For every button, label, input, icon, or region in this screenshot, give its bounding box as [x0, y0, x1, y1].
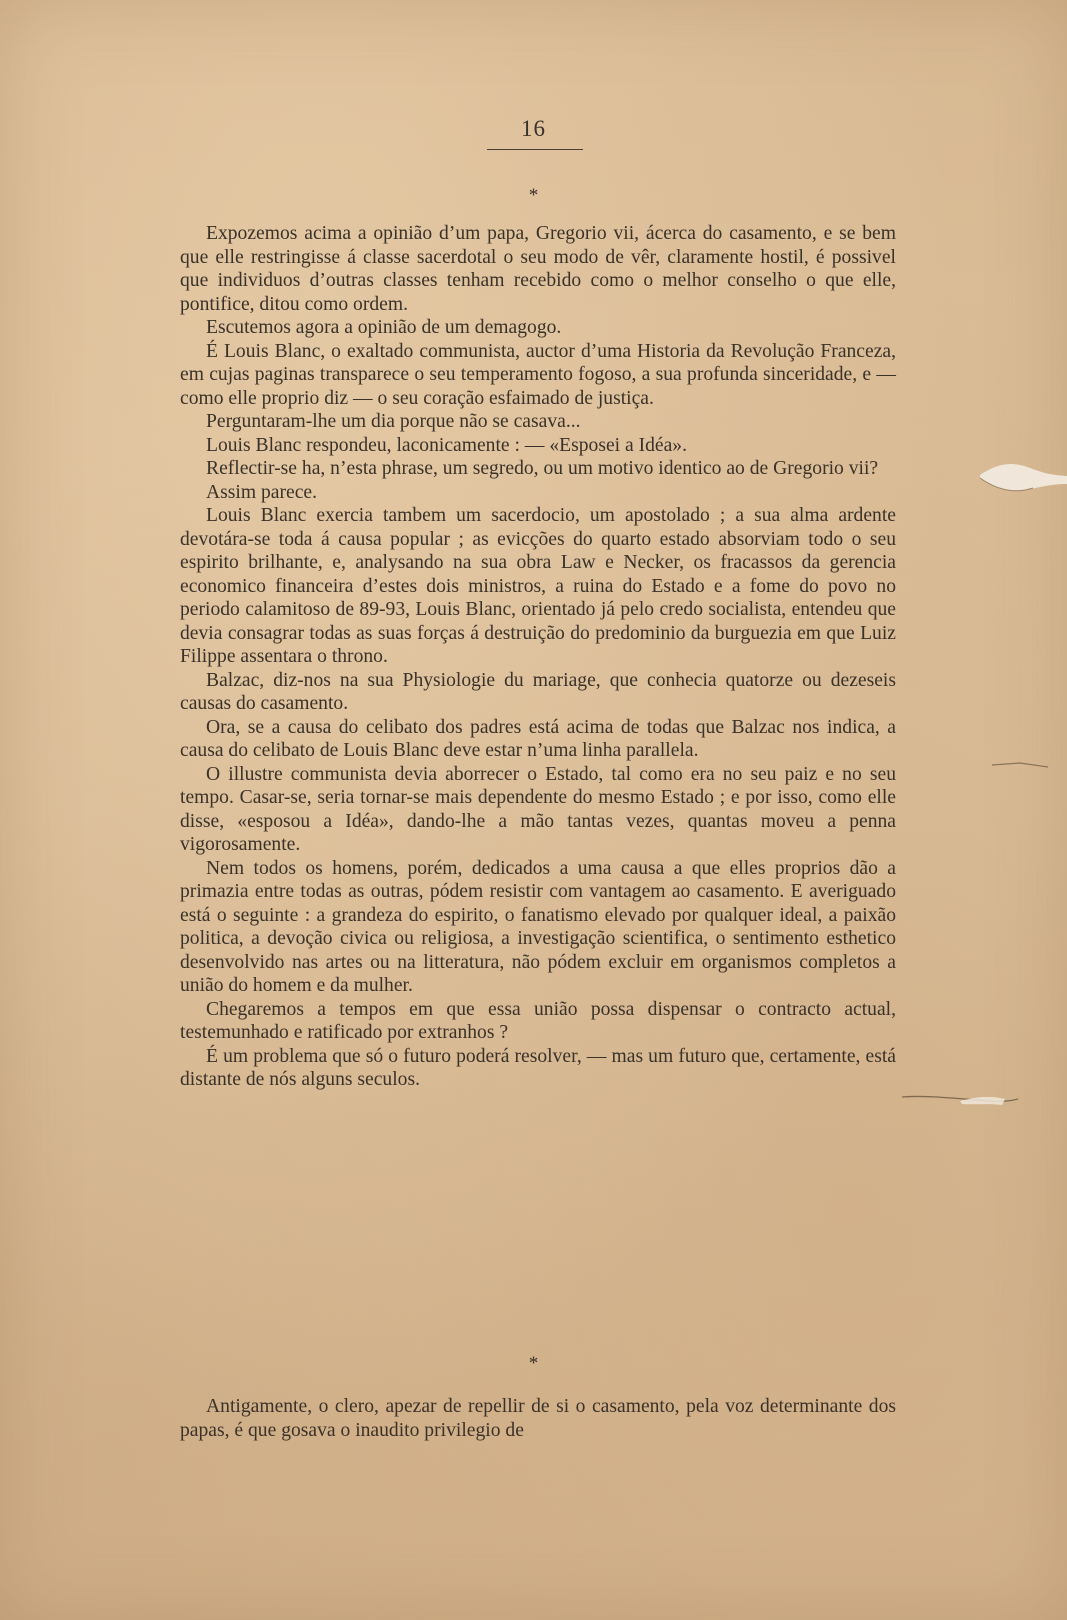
- paragraph-1: Expozemos acima a opinião d’um papa, Gregorio vii, ácerca do casamento, e se bem que elle restringisse á classe sacerdotal o seu modo de vêr, claramente hostil, é possivel que individuos d’outras classes tenham recebido como o melhor conselho o que elle, pontifice, ditou como ordem.: [180, 223, 896, 315]
- paragraph-4: Perguntaram-lhe um dia porque não se casava...: [206, 411, 581, 432]
- paragraph-7: Assim parece.: [206, 481, 317, 503]
- paragraph-2: Escutemos agora a opinião de um demagogo.: [206, 317, 562, 338]
- paragraph-10: Ora, se a causa do celibato dos padres está acima de todas que Balzac nos indica, a causa do celibato de Louis Blanc deve estar n’uma linha parallela.: [180, 716, 896, 761]
- paragraph-5: Louis Blanc respondeu, laconicamente : — «Esposei a Idéa».: [206, 434, 687, 456]
- paragraph-9: Balzac, diz-nos na sua Physiologie du mariage, que conhecia quatorze ou dezeseis causas do casamento.: [180, 669, 896, 714]
- paragraph-12: Nem todos os homens, porém, dedicados a uma causa a que elles proprios dão a primazia entre todas as outras, pódem resistir com vantagem ao casamento. E averiguado está o seguinte : a grandeza do espirito, o fanatismo elevado por qualquer ideal, a paixão politica, a devoção civica ou religiosa, a investigação scientifica, o sentimento esthetico desenvolvido nas artes ou na litteratura, não pódem excluir em organismos completos a união do homem e da mulher.: [180, 857, 896, 996]
- page-number-rule: [487, 149, 583, 150]
- section-separator-1: *: [528, 185, 539, 206]
- paragraph-14: É um problema que só o futuro poderá resolver, — mas um futuro que, certamente, está distante de nós alguns seculos.: [180, 1045, 896, 1090]
- paper-crease-mark: [990, 755, 1050, 775]
- paragraph-3: É Louis Blanc, o exaltado communista, auctor d’uma Historia da Revolução Franceza, em cujas paginas transparece o seu temperamento fogoso, a sua profunda sinceridade, e — como elle proprio diz — o seu coração esfaimado de justiça.: [180, 340, 896, 409]
- paper-tear-mark-2: [900, 1085, 1020, 1115]
- section-one-text: [180, 222, 896, 1092]
- section-separator-2: *: [528, 1353, 539, 1374]
- paragraph-6: Reflectir-se ha, n’esta phrase, um segredo, ou um motivo identico ao de Gregorio vii?: [206, 458, 879, 479]
- paragraph-11: O illustre communista devia aborrecer o Estado, tal como era no seu paiz e no seu tempo. Casar-se, seria tornar-se mais dependente do mesmo Estado ; e por isso, como elle disse, «esposou a Idéa», dando-lhe a mão tantas vezes, quantas moveu a penna vigorosamente.: [180, 763, 896, 855]
- section-two-text: [180, 1395, 896, 1442]
- page-number: 16: [521, 116, 546, 141]
- paper-tear-mark: [975, 440, 1067, 510]
- paragraph-15: Antigamente, o clero, apezar de repellir de si o casamento, pela voz determinante dos papas, é que gosava o inaudito privilegio de: [180, 1396, 896, 1441]
- paragraph-13: Chegaremos a tempos em que essa união possa dispensar o contracto actual, testemunhado e ratificado por extranhos ?: [180, 998, 896, 1043]
- paragraph-8: Louis Blanc exercia tambem um sacerdocio, um apostolado ; a sua alma ardente devotára-se toda á causa popular ; as evicções do quarto estado absorviam todo o seu espirito brilhante, e, analysando na sua obra Law e Necker, os fracassos da gerencia economico financeira d’estes dois ministros, a ruina do Estado e a fome do povo no periodo calamitoso de 89-93, Louis Blanc, orientado já pelo credo socialista, entendeu que devia consagrar todas as suas forças á destruição do predominio da burguezia em que Luiz Filippe assentara o throno.: [180, 505, 896, 667]
